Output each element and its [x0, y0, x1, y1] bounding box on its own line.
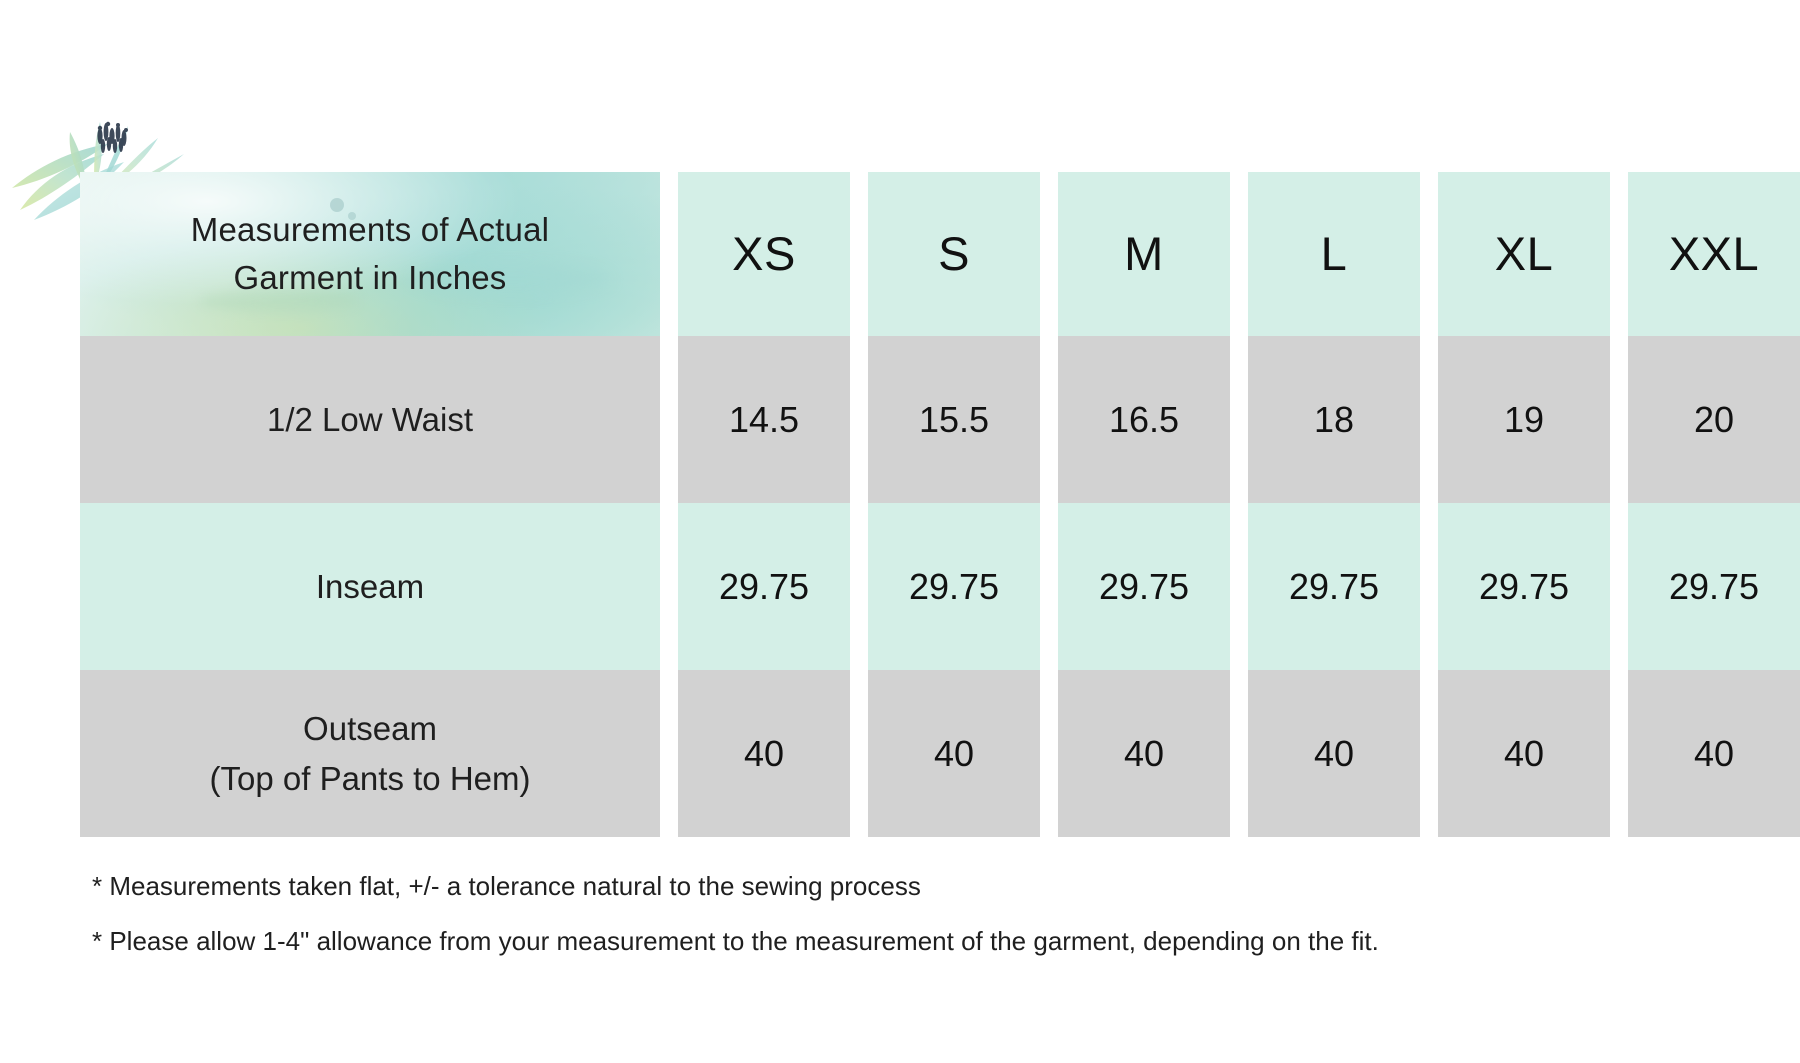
cell-inseam-xxl: 29.75 [1628, 503, 1800, 670]
cell-outseam-xl: 40 [1438, 670, 1610, 837]
table-row [80, 670, 1740, 837]
cell-outseam-s: 40 [868, 670, 1040, 837]
cell-outseam-m: 40 [1058, 670, 1230, 837]
cell-outseam-xxl: 40 [1628, 670, 1800, 837]
header-size-xxl: XXL [1628, 172, 1800, 336]
row-label-outseam-line-2: (Top of Pants to Hem) [209, 759, 531, 797]
cell-low-waist-xs: 14.5 [678, 336, 850, 503]
header-label-line-2: Garment in Inches [233, 259, 507, 296]
cell-low-waist-m: 16.5 [1058, 336, 1230, 503]
header-size-xs: XS [678, 172, 850, 336]
cell-low-waist-s: 15.5 [868, 336, 1040, 503]
cell-low-waist-l: 18 [1248, 336, 1420, 503]
cell-inseam-xl: 29.75 [1438, 503, 1610, 670]
footnote-2: * Please allow 1-4" allowance from your measurement to the measurement of the garment, depending on the fit. [92, 925, 1379, 956]
row-label-outseam [80, 670, 660, 837]
header-size-s: S [868, 172, 1040, 336]
header-size-m: M [1058, 172, 1230, 336]
row-label-outseam-line-1: Outseam [303, 710, 437, 747]
cell-inseam-l: 29.75 [1248, 503, 1420, 670]
row-label-inseam: Inseam [80, 503, 660, 670]
size-chart-table [80, 172, 1760, 837]
header-label-line-1: Measurements of Actual [190, 211, 550, 249]
footnote-1: * Measurements taken flat, +/- a tolerance natural to the sewing process [92, 871, 921, 901]
cell-outseam-xs: 40 [678, 670, 850, 837]
cell-low-waist-xxl: 20 [1628, 336, 1800, 503]
table-row [80, 503, 1760, 670]
header-size-l: L [1248, 172, 1420, 336]
table-row [80, 336, 1740, 503]
cell-inseam-s: 29.75 [868, 503, 1040, 670]
cell-inseam-xs: 29.75 [678, 503, 850, 670]
cell-inseam-m: 29.75 [1058, 503, 1230, 670]
header-size-xl: XL [1438, 172, 1610, 336]
table-header-row [80, 172, 1760, 336]
row-label-low-waist: 1/2 Low Waist [80, 336, 660, 503]
footnotes [92, 872, 1732, 981]
cell-low-waist-xl: 19 [1438, 336, 1610, 503]
cell-outseam-l: 40 [1248, 670, 1420, 837]
header-label-cell [80, 172, 660, 336]
